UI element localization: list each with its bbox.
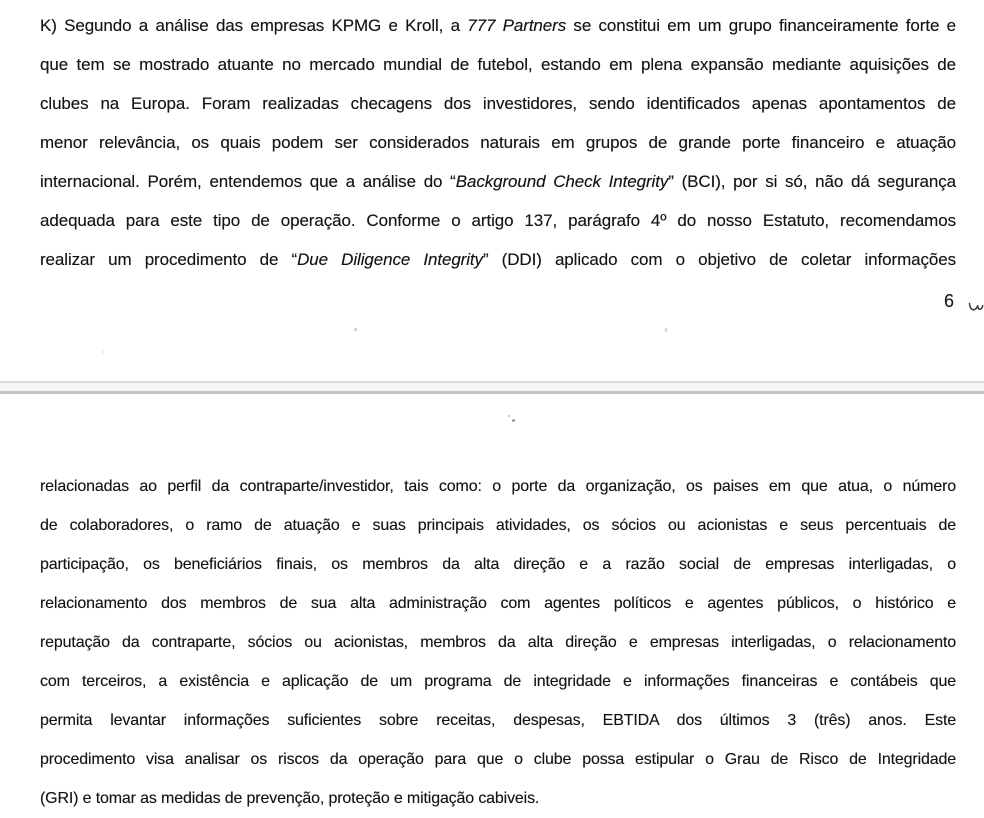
text-run: K) Segundo a análise das empresas KPMG e Kroll, a — [40, 16, 468, 35]
text-run: que tem se mostrado atuante no mercado mundial de futebol, estando em plena expansão mediante aquisições de — [40, 55, 956, 74]
text-run: (GRI) e tomar as medidas de prevenção, proteção e mitigação cabiveis. — [40, 790, 540, 807]
text-line — [40, 701, 956, 740]
text-run: relacionadas ao perfil da contraparte/investidor, tais como: o porte da organização, os paises em que atua, o número — [40, 478, 956, 495]
text-line — [40, 662, 956, 701]
text-line — [40, 201, 956, 240]
scan-noise-speck — [508, 415, 510, 417]
page-number: 6 — [944, 291, 955, 311]
text-run: ” (BCI), por si só, não dá segurança — [668, 172, 956, 191]
text-line — [40, 84, 956, 123]
scan-noise-speck — [512, 419, 515, 422]
text-line — [40, 779, 956, 818]
text-line — [40, 45, 956, 84]
text-line — [40, 584, 956, 623]
text-run: permita levantar informações suficientes sobre receitas, despesas, EBTIDA dos últimos 3 (três) anos. Este — [40, 712, 956, 729]
text-line — [40, 623, 956, 662]
paragraph-continuation — [40, 467, 956, 818]
text-run: relacionamento dos membros de sua alta administração com agentes políticos e agentes públicos, o histórico e — [40, 595, 956, 612]
scan-noise-speck — [354, 328, 357, 331]
text-run: de colaboradores, o ramo de atuação e suas principais atividades, os sócios ou acionistas e seus percentuais de — [40, 517, 956, 534]
scan-noise-speck — [665, 328, 667, 332]
text-line — [40, 6, 956, 45]
pen-squiggle-icon — [968, 300, 984, 314]
text-run: participação, os beneficiários finais, os membros da alta direção e a razão social de empresas interligadas, o — [40, 556, 956, 573]
text-run: reputação da contraparte, sócios ou acionistas, membros da alta direção e empresas interligadas, o relacionamento — [40, 634, 956, 651]
text-run: clubes na Europa. Foram realizadas checagens dos investidores, sendo identificados apenas apontamentos de — [40, 94, 956, 113]
paragraph-k — [40, 6, 956, 279]
text-line — [40, 506, 956, 545]
text-line — [40, 467, 956, 506]
italic-text-run: Background Check Integrity — [455, 172, 669, 191]
text-run: ” (DDI) aplicado com o objetivo de coletar informações — [482, 250, 956, 269]
text-run: internacional. Porém, entendemos que a análise do “ — [40, 172, 456, 191]
text-run: menor relevância, os quais podem ser considerados naturais em grupos de grande porte financeiro e atuação — [40, 133, 956, 152]
text-run: procedimento visa analisar os riscos da operação para que o clube possa estipular o Grau de Risco de Integridade — [40, 751, 956, 768]
text-line — [40, 740, 956, 779]
text-run: realizar um procedimento de “ — [40, 250, 298, 269]
text-line — [40, 123, 956, 162]
scan-noise-speck — [102, 349, 103, 355]
text-line — [40, 162, 956, 201]
text-line — [40, 545, 956, 584]
page-break-divider — [0, 381, 984, 394]
text-run: se constitui em um grupo financeiramente forte e — [566, 16, 956, 35]
text-line — [40, 240, 956, 279]
italic-text-run: 777 Partners — [467, 16, 567, 35]
text-run: adequada para este tipo de operação. Conforme o artigo 137, parágrafo 4º do nosso Estatuto, recomendamos — [40, 211, 956, 230]
italic-text-run: Due Diligence Integrity — [297, 250, 483, 269]
text-run: com terceiros, a existência e aplicação de um programa de integridade e informações financeiras e contábeis que — [40, 673, 956, 690]
